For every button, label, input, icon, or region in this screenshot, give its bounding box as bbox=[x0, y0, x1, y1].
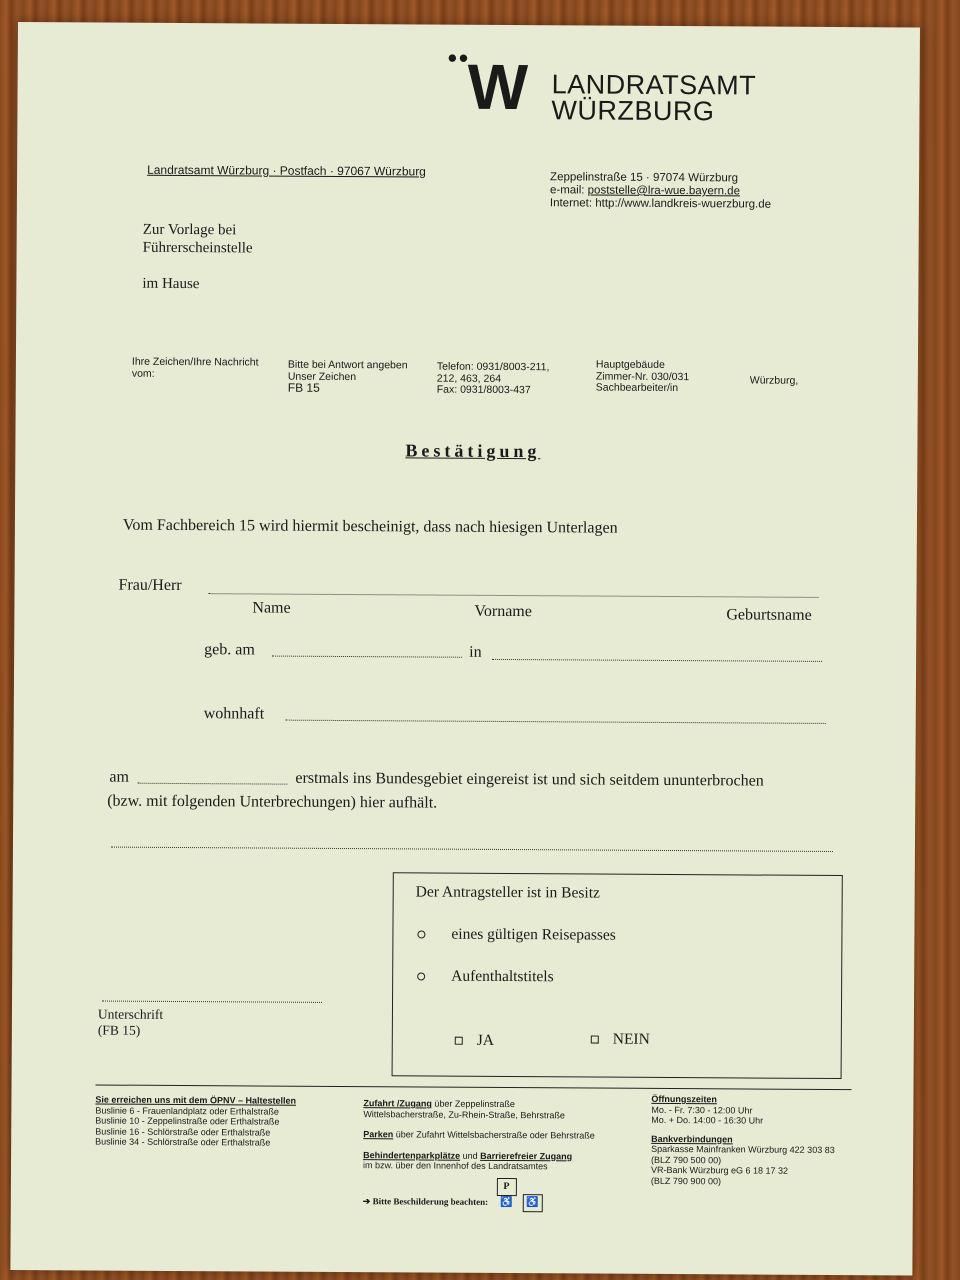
zugang-heading: Zufahrt /Zugang bbox=[363, 1098, 432, 1109]
ref-col2-c: FB 15 bbox=[287, 380, 320, 395]
ref-col2-a: Bitte bei Antwort angeben bbox=[287, 358, 408, 372]
bus-line: Buslinie 16 - Schlörstraße oder Erthalstraße bbox=[95, 1125, 271, 1138]
logo-dots: •• bbox=[447, 42, 471, 73]
ref-col1-b: vom: bbox=[131, 367, 155, 380]
contact-internet: Internet: http://www.landkreis-wuerzburg.de bbox=[549, 197, 772, 211]
zugang-row bbox=[363, 1098, 595, 1110]
label-frau-herr: Frau/Herr bbox=[118, 576, 182, 595]
ref-col4-c: Sachbearbeiter/in bbox=[595, 381, 679, 395]
ref-col1-a: Ihre Zeichen/Ihre Nachricht bbox=[131, 355, 259, 369]
bank-line: (BLZ 790 900 00) bbox=[650, 1175, 722, 1186]
footer-divider bbox=[96, 1084, 852, 1090]
ref-col3-c: Fax: 0931/8003-437 bbox=[436, 383, 531, 397]
bus-line: Buslinie 6 - Frauenlandplatz oder Erthalstraße bbox=[95, 1104, 279, 1117]
option-passport-label: eines gültigen Reisepasses bbox=[451, 925, 616, 944]
name-field-line[interactable] bbox=[209, 593, 819, 598]
signature-label: Unterschrift bbox=[97, 1006, 164, 1022]
entry-date-field-line[interactable] bbox=[137, 783, 287, 785]
bank-line: VR-Bank Würzburg eG 6 18 17 32 bbox=[650, 1164, 789, 1176]
radio-circle-icon[interactable] bbox=[417, 973, 425, 981]
footer-hours-bank bbox=[651, 1094, 835, 1187]
recipient-line-3: im Hause bbox=[142, 275, 200, 293]
checkbox-square-icon[interactable] bbox=[455, 1037, 463, 1045]
logo-line-2: WÜRZBURG bbox=[551, 95, 715, 127]
possession-box bbox=[392, 872, 843, 1079]
label-geburtsname: Geburtsname bbox=[726, 606, 812, 624]
ref-col2-b: Unser Zeichen bbox=[287, 370, 357, 383]
recipient-block bbox=[142, 221, 252, 294]
label-am: am bbox=[109, 768, 129, 786]
oeffnung-heading: Öffnungszeiten bbox=[651, 1093, 717, 1105]
birthdate-field-line[interactable] bbox=[272, 656, 462, 658]
signature-block bbox=[98, 1007, 163, 1039]
oeffnung-line: Mo. - Fr. 7:30 - 12:00 Uhr bbox=[651, 1104, 753, 1116]
signature-field-line[interactable] bbox=[102, 1001, 322, 1003]
checkbox-nein[interactable] bbox=[591, 1031, 650, 1049]
bank-line: Sparkasse Mainfranken Würzburg 422 303 83 bbox=[651, 1143, 835, 1156]
behinderten-mid: und bbox=[460, 1150, 481, 1161]
oepnv-heading: Sie erreichen uns mit dem ÖPNV – Haltestellen bbox=[95, 1094, 297, 1106]
footer-oepnv bbox=[95, 1094, 296, 1148]
logo-text bbox=[551, 69, 757, 127]
contact-block bbox=[550, 171, 771, 211]
email-link[interactable]: poststelle@lra-wue.bayern.de bbox=[587, 184, 741, 198]
checkbox-square-icon[interactable] bbox=[591, 1036, 599, 1044]
parken-text: über Zufahrt Wittelsbacherstraße oder Behrstraße bbox=[393, 1129, 595, 1141]
option-residence-permit[interactable] bbox=[417, 967, 554, 986]
document-page bbox=[10, 22, 920, 1275]
bus-line: Buslinie 10 - Zeppelinstraße oder Erthalstraße bbox=[95, 1115, 280, 1127]
signature-dept: (FB 15) bbox=[97, 1022, 141, 1038]
parken-heading: Parken bbox=[363, 1129, 394, 1140]
birthplace-field-line[interactable] bbox=[492, 659, 822, 662]
interruptions-field-line[interactable] bbox=[111, 847, 833, 852]
radio-circle-icon[interactable] bbox=[417, 931, 425, 939]
ref-col3-a: Telefon: 0931/8003-211, bbox=[436, 360, 550, 374]
beschilderung-row bbox=[363, 1177, 595, 1212]
bus-line: Buslinie 34 - Schlörstraße oder Erthalstraße bbox=[95, 1136, 271, 1148]
label-geb-am: geb. am bbox=[204, 641, 255, 659]
recipient-line-1: Zur Vorlage bei bbox=[142, 221, 237, 239]
zugang-text: über Zeppelinstraße bbox=[431, 1098, 515, 1110]
label-name: Name bbox=[252, 599, 291, 617]
ref-place-date: Würzburg, bbox=[749, 374, 799, 387]
parken-row bbox=[363, 1129, 595, 1141]
checkbox-ja[interactable] bbox=[455, 1032, 494, 1050]
wheelchair-icon: ♿ bbox=[522, 1194, 542, 1212]
recipient-line-2: Führerscheinstelle bbox=[142, 239, 253, 257]
contact-email-row bbox=[550, 184, 771, 198]
behinderten-heading: Behindertenparkplätze bbox=[363, 1149, 461, 1161]
residence-field-line[interactable] bbox=[286, 720, 826, 724]
intro-text: Vom Fachbereich 15 wird hiermit bescheinigt, dass nach hiesigen Unterlagen bbox=[122, 516, 618, 537]
email-label: e-mail: bbox=[549, 184, 588, 197]
behinderten-text: im bzw. über den Innenhof des Landratsamtes bbox=[362, 1160, 548, 1172]
bank-line: (BLZ 790 500 00) bbox=[651, 1154, 722, 1165]
beschilderung-text: ➔ Bitte Beschilderung beachten: bbox=[362, 1195, 489, 1207]
ref-our-sign bbox=[288, 360, 408, 395]
logo-letter: W bbox=[467, 50, 523, 124]
label-vorname: Vorname bbox=[474, 602, 532, 621]
option-passport[interactable] bbox=[417, 925, 616, 944]
entry-text-2: (bzw. mit folgenden Unterbrechungen) hier aufhält. bbox=[107, 792, 438, 812]
ref-phone bbox=[437, 362, 550, 397]
ref-col4-a: Hauptgebäude bbox=[595, 358, 665, 371]
zugang-text-2: Wittelsbacherstraße, Zu-Rhein-Straße, Behrstraße bbox=[363, 1108, 565, 1120]
ref-your-sign bbox=[132, 357, 259, 381]
barriere-heading: Barrierefreier Zugang bbox=[480, 1150, 573, 1161]
oeffnung-line: Mo. + Do. 14:00 - 16:30 Uhr bbox=[651, 1114, 764, 1126]
ref-building bbox=[596, 360, 690, 395]
logo-line-1: LANDRATSAMT bbox=[551, 69, 757, 101]
entry-text: erstmals ins Bundesgebiet eingereist ist und sich seitdem ununterbrochen bbox=[295, 769, 764, 790]
label-wohnhaft: wohnhaft bbox=[203, 705, 265, 723]
ref-col4-b: Zimmer-Nr. 030/031 bbox=[595, 370, 690, 383]
label-in: in bbox=[469, 643, 482, 661]
box-heading: Der Antragsteller ist in Besitz bbox=[415, 883, 600, 902]
ja-label: JA bbox=[476, 1031, 495, 1049]
contact-address: Zeppelinstraße 15 · 97074 Würzburg bbox=[550, 171, 739, 185]
nein-label: NEIN bbox=[612, 1030, 650, 1048]
ref-col3-b: 212, 463, 264 bbox=[436, 372, 502, 385]
sender-line: Landratsamt Würzburg · Postfach · 97067 Würzburg bbox=[147, 162, 426, 179]
document-title: Bestätigung bbox=[405, 440, 541, 462]
parking-disabled-icon: P♿ bbox=[496, 1177, 516, 1195]
footer-access bbox=[363, 1098, 595, 1212]
bank-heading: Bankverbindungen bbox=[651, 1133, 733, 1144]
option-residence-permit-label: Aufenthaltstitels bbox=[451, 967, 554, 986]
